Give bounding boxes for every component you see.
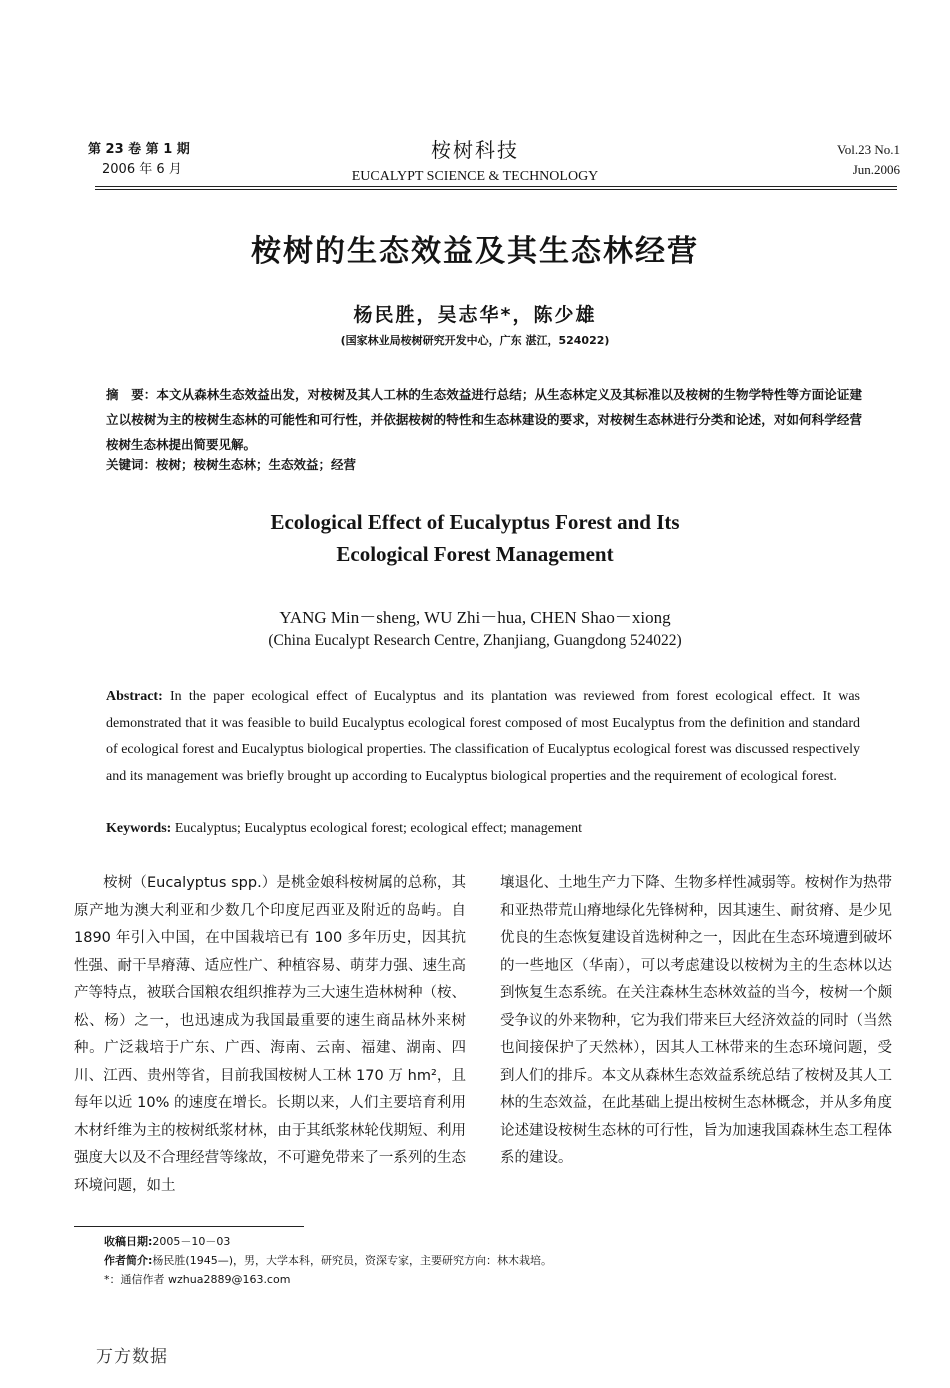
footnotes xyxy=(104,1232,552,1289)
keywords-en xyxy=(106,818,860,840)
keywords-en-label: Keywords: xyxy=(106,821,172,836)
header-rule-thin xyxy=(95,189,897,190)
date-cn: 2006 年 6 月 xyxy=(102,162,182,177)
keywords-cn-text: 桉树；桉树生态林；生态效益；经营 xyxy=(156,457,357,472)
abstract-cn-label: 摘 要： xyxy=(106,387,157,402)
received-label: 收稿日期: xyxy=(104,1235,153,1248)
footnote-rule xyxy=(74,1226,304,1227)
watermark: 万方数据 xyxy=(96,1347,168,1367)
received-date: 2005－10－03 xyxy=(152,1235,231,1248)
abstract-en xyxy=(106,684,860,790)
affiliation-en: (China Eucalypt Research Centre, Zhanjiang, Guangdong 524022) xyxy=(268,632,682,649)
abstract-en-label: Abstract: xyxy=(106,689,163,704)
journal-header xyxy=(340,134,610,185)
paper-title-en-line2: Ecological Forest Management xyxy=(336,542,614,566)
footnote-bio xyxy=(104,1251,552,1270)
footnote-correspondence: *：通信作者 wzhua2889@163.com xyxy=(104,1273,291,1286)
header-rule xyxy=(95,186,897,187)
abstract-cn xyxy=(106,382,862,457)
volume-issue-cn: 第 23 卷 第 1 期 xyxy=(88,142,190,157)
abstract-cn-text: 本文从森林生态效益出发，对桉树及其人工林的生态效益进行总结；从生态林定义及其标准以及桉树的生物学特性等方面论证建立以桉树为主的桉树生态林的可能性和可行性，并依据桉树的特性和生态林建设的要求，对桉树生态林进行分类和论述，对如何科学经营桉树生态林提出简要见解。 xyxy=(106,387,862,452)
affiliation-cn: (国家林业局桉树研究开发中心，广东 湛江，524022) xyxy=(340,334,610,347)
keywords-cn xyxy=(106,455,862,475)
keywords-en-text: Eucalyptus; Eucalyptus ecological forest; ecological effect; management xyxy=(171,821,582,836)
authors-cn: 杨民胜，吴志华*，陈少雄 xyxy=(353,304,597,326)
keywords-cn-label: 关键词： xyxy=(106,457,157,472)
abstract-en-text: In the paper ecological effect of Eucalyptus and its plantation was reviewed from forest ecological effect. It was demonstrated that it was feasible to build Eucalyptus ecological forest composed of most Eucalyptus from the definition and standard of ecological forest and Eucalyptus biological properties. The classification of Eucalyptus ecological forest was discussed respectively and its management was briefly brought up according to Eucalyptus biological properties and the requirement of ecological forest. xyxy=(106,689,860,784)
journal-name-cn: 桉树科技 xyxy=(431,138,519,162)
authors-en: YANG Min－sheng, WU Zhi－hua, CHEN Shao－xiong xyxy=(279,608,671,627)
paper-title-cn: 桉树的生态效益及其生态林经营 xyxy=(251,234,699,269)
header-left xyxy=(88,140,190,180)
header-right xyxy=(800,140,900,180)
body-column-right: 壤退化、土地生产力下降、生物多样性减弱等。桉树作为热带和亚热带荒山瘠地绿化先锋树种，因其速生、耐贫瘠、是少见优良的生态恢复建设首选树种之一，因此在生态环境遭到破坏的一些地区（华南），可以考虑建设以桉树为主的生态林以达到恢复生态系统。在关注森林生态林效益的当今，桉树一个颇受争议的外来物种，它为我们带来巨大经济效益的同时（当然也间接保护了天然林），因其人工林带来的生态环境问题，受到人们的排斥。本文从森林生态效益系统总结了桉树及其人工林的生态效益，在此基础上提出桉树生态林概念，并从多角度论述建设桉树生态林的可行性，旨为加速我国森林生态工程体系的建设。 xyxy=(500,875,892,1166)
date-en: Jun.2006 xyxy=(852,162,900,177)
body-column-left: 桉树（Eucalyptus spp.）是桃金娘科桉树属的总称，其原产地为澳大利亚和少数几个印度尼西亚及附近的岛屿。自 1890 年引入中国，在中国栽培已有 100 多年历史，因其抗性强、耐干旱瘠薄、适应性广、种植容易、萌芽力强、速生高产等特点，被联合国粮农组织推荐为三大速生造林树种（桉、松、杨）之一，也迅速成为我国最重要的速生商品林外来树种。广泛栽培于广东、广西、海南、云南、福建、湖南、四川、江西、贵州等省，目前我国桉树人工林 170 万 hm²，且每年以近 10% 的速度在增长。长期以来，人们主要培育利用木材纤维为主的桉树纸浆材林，由于其纸浆林轮伐期短、利用强度大以及不合理经营等缘故，不可避免带来了一系列的生态环境问题，如土 xyxy=(74,875,466,1194)
bio-label: 作者简介: xyxy=(104,1254,153,1267)
journal-name-en: EUCALYPT SCIENCE & TECHNOLOGY xyxy=(351,169,599,184)
footnote-received xyxy=(104,1232,552,1251)
volume-issue-en: Vol.23 No.1 xyxy=(837,142,900,157)
paper-title-en xyxy=(120,506,830,570)
bio-text: 杨民胜(1945—)，男，大学本科，研究员，资深专家，主要研究方向：林木栽培。 xyxy=(152,1254,552,1267)
paper-title-en-line1: Ecological Effect of Eucalyptus Forest and Its xyxy=(270,510,680,534)
